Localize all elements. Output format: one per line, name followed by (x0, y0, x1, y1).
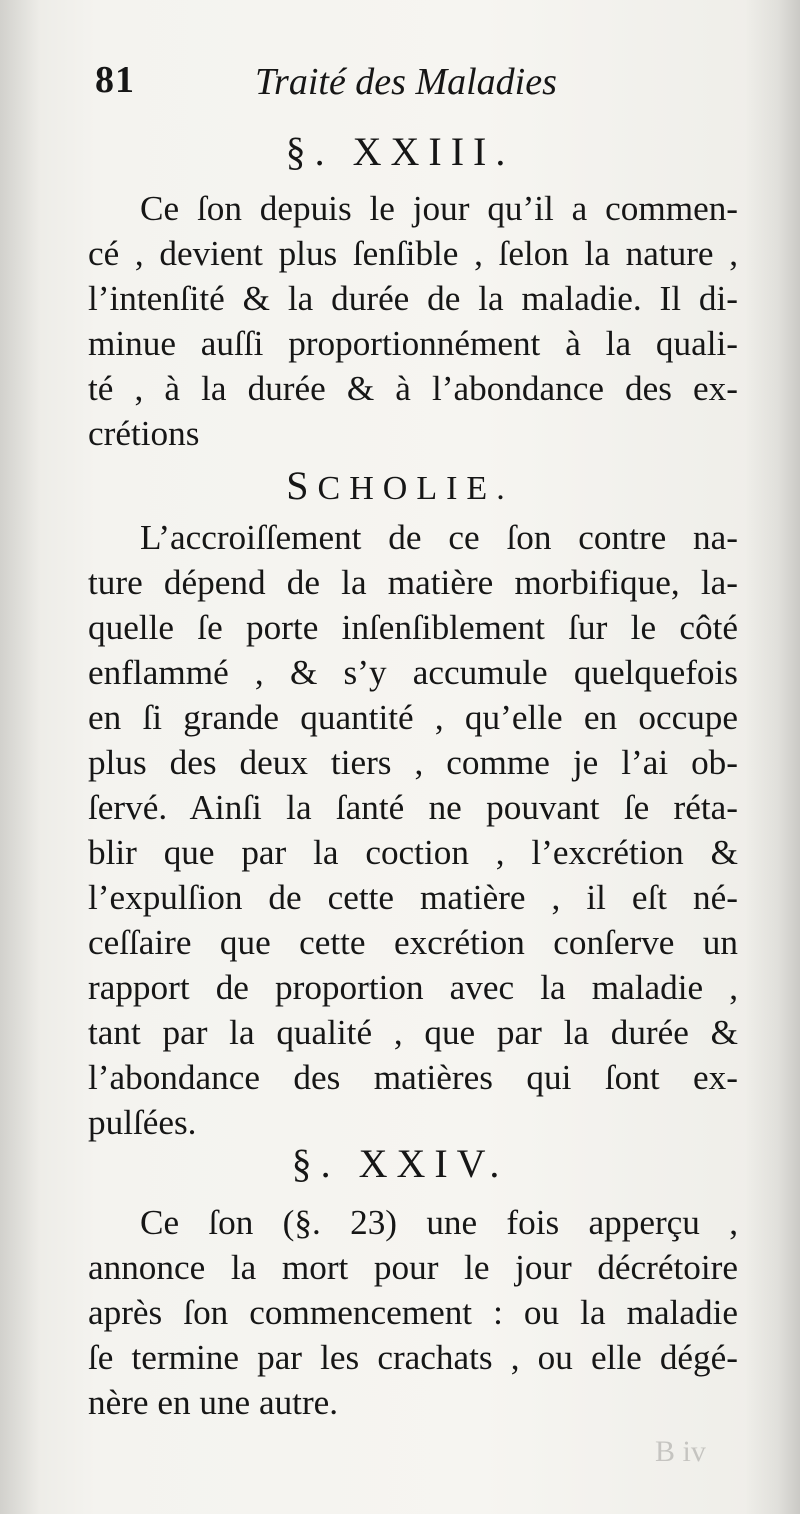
gutter-shadow (0, 0, 40, 1514)
section-heading-23: §. XXIII. (285, 129, 515, 174)
text-line: quelle ſe porte inſenſiblement ſur le côté (88, 608, 738, 647)
scholie-heading-initial: S (286, 463, 318, 508)
text-line: en ſi grande quantité , qu’elle en occupe (88, 698, 738, 737)
text-line: Ce ſon depuis le jour qu’il a commen- (140, 189, 738, 228)
text-line: l’intenſité & la durée de la maladie. Il di- (88, 279, 738, 318)
text-line: tant par la qualité , que par la durée & (88, 1013, 738, 1052)
paragraph-scholie (88, 515, 738, 1145)
text-line: ſervé. Ainſi la ſanté ne pouvant ſe réta- (88, 788, 738, 827)
text-line: ture dépend de la matière morbifique, la- (88, 563, 738, 602)
text-line: ſe termine par les crachats , ou elle dégé- (88, 1338, 738, 1377)
signature-mark: B iv (655, 1435, 706, 1468)
text-line: plus des deux tiers , comme je l’ai ob- (88, 743, 738, 782)
section-heading-24: §. XXIV. (291, 1141, 509, 1186)
text-line: cé , devient plus ſenſible , ſelon la nature , (88, 234, 738, 273)
text-line: nère en une autre. (88, 1383, 339, 1422)
text-line: l’expulſion de cette matière , il eſt né- (88, 878, 738, 917)
text-line: L’accroiſſement de ce ſon contre na- (140, 518, 738, 557)
text-line: minue auſſi proportionnément à la quali- (88, 324, 738, 363)
text-line: rapport de proportion avec la maladie , (88, 968, 738, 1007)
page-header (95, 52, 735, 112)
text-line: l’abondance des matières qui ſont ex- (88, 1058, 738, 1097)
paragraph-section-23 (88, 186, 738, 456)
text-line: annonce la mort pour le jour décrétoire (88, 1248, 738, 1287)
page-edge-shadow (745, 0, 800, 1514)
text-line: enflammé , & s’y accumule quelquefois (88, 653, 738, 692)
paragraph-section-24 (88, 1200, 738, 1425)
scholie-heading-rest: CHOLIE. (317, 470, 514, 507)
running-title: Traité des Maladies (255, 61, 557, 103)
text-line: pulſées. (88, 1103, 197, 1142)
text-line: té , à la durée & à l’abondance des ex- (88, 369, 738, 408)
text-line: après ſon commencement : ou la maladie (88, 1293, 738, 1332)
text-line: Ce ſon (§. 23) une fois apperçu , (140, 1203, 738, 1242)
scholie-heading (0, 462, 800, 509)
text-line: crétions (88, 414, 200, 453)
page-number: 81 (95, 59, 135, 101)
text-line: blir que par la coction , l’excrétion & (88, 833, 738, 872)
text-line: ceſſaire que cette excrétion conſerve un (88, 923, 738, 962)
